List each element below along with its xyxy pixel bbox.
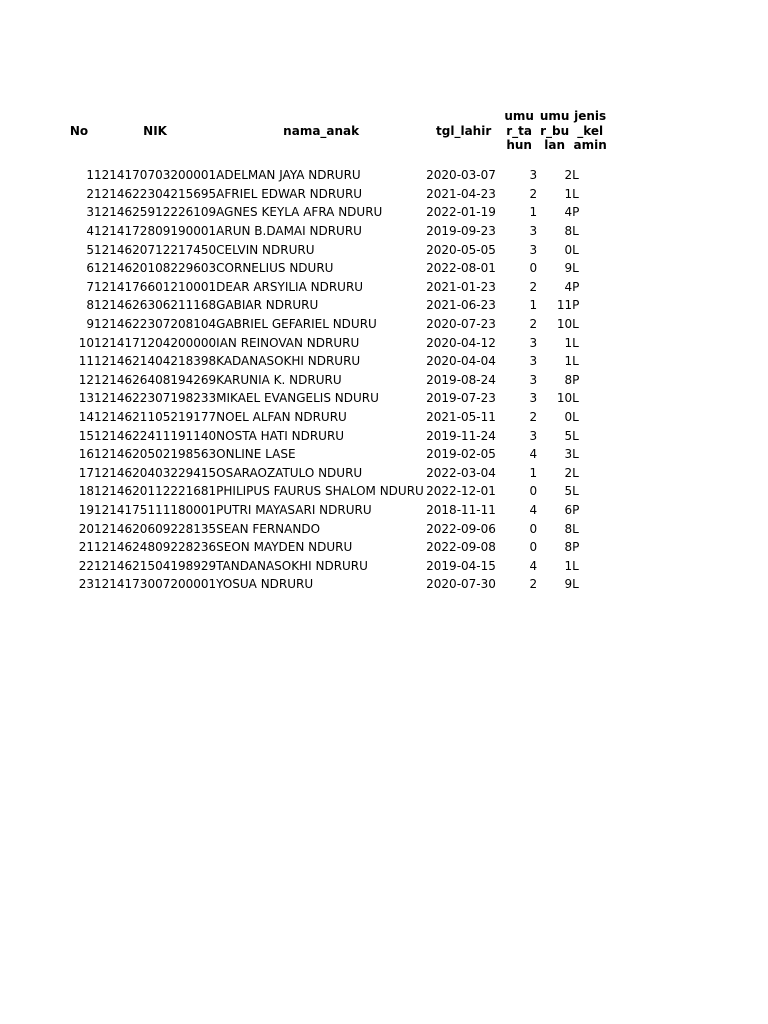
table-row xyxy=(64,278,608,297)
cell-umur-tahun: 0 xyxy=(529,540,538,555)
cell-jenis-kelamin: L xyxy=(572,261,579,276)
cell-umur-bulan: 0 xyxy=(564,242,573,257)
cell-umur-tahun: 0 xyxy=(529,521,538,536)
cell-tgl-lahir: 2020-07-30 xyxy=(426,577,496,592)
table-row xyxy=(64,296,608,315)
cell-umur-bulan: 0 xyxy=(564,410,573,425)
cell-nik: 1214625912226109 xyxy=(94,205,217,220)
cell-jenis-kelamin: L xyxy=(572,465,579,480)
cell-tgl-lahir: 2019-02-05 xyxy=(426,447,496,462)
cell-jenis-kelamin: L xyxy=(572,577,579,592)
cell-nama-anak: OSARAOZATULO NDURU xyxy=(216,465,363,480)
table-row xyxy=(64,389,608,408)
cell-jenis-kelamin: L xyxy=(572,168,579,183)
spacer-cell xyxy=(64,156,608,166)
cell-nama-anak: CELVIN NDRURU xyxy=(216,242,315,257)
header-umur-tahun: umu r_ta hun xyxy=(504,109,534,153)
cell-nama-anak: KARUNIA K. NDRURU xyxy=(216,372,342,387)
cell-tgl-lahir: 2021-05-11 xyxy=(426,410,496,425)
header-tgl-lahir: tgl_lahir xyxy=(436,123,492,138)
cell-umur-bulan: 6 xyxy=(564,502,573,517)
cell-umur-tahun: 3 xyxy=(529,428,538,443)
cell-no: 22 xyxy=(78,558,94,573)
header-nama-anak: nama_anak xyxy=(283,123,360,138)
cell-nama-anak: PHILIPUS FAURUS SHALOM NDURU xyxy=(216,484,424,499)
cell-nik: 1214626408194269 xyxy=(94,372,217,387)
cell-umur-tahun: 3 xyxy=(529,168,538,183)
cell-umur-bulan: 8 xyxy=(564,224,573,239)
cell-tgl-lahir: 2019-07-23 xyxy=(426,391,496,406)
cell-tgl-lahir: 2022-01-19 xyxy=(426,205,496,220)
cell-umur-bulan: 10 xyxy=(556,391,573,406)
table-row xyxy=(64,408,608,427)
cell-no: 13 xyxy=(78,391,94,406)
cell-umur-bulan: 9 xyxy=(564,261,573,276)
cell-jenis-kelamin: P xyxy=(572,279,580,294)
cell-tgl-lahir: 2020-04-12 xyxy=(426,335,496,350)
cell-tgl-lahir: 2022-09-06 xyxy=(426,521,496,536)
cell-nik: 1214622304215695 xyxy=(94,186,217,201)
cell-no: 15 xyxy=(78,428,94,443)
cell-umur-bulan: 8 xyxy=(564,521,573,536)
cell-umur-tahun: 0 xyxy=(529,261,538,276)
cell-nik: 1214621504198929 xyxy=(94,558,217,573)
cell-nik: 1214626306211168 xyxy=(94,298,217,313)
table-row xyxy=(64,315,608,334)
cell-nik: 1214620712217450 xyxy=(94,242,217,257)
cell-umur-tahun: 3 xyxy=(529,224,538,239)
table-row xyxy=(64,222,608,241)
cell-nama-anak: ADELMAN JAYA NDRURU xyxy=(216,168,361,183)
cell-tgl-lahir: 2019-04-15 xyxy=(426,558,496,573)
cell-nik: 1214620112221681 xyxy=(94,484,217,499)
cell-umur-bulan: 8 xyxy=(564,372,573,387)
cell-umur-tahun: 1 xyxy=(529,465,538,480)
cell-umur-bulan: 11 xyxy=(556,298,573,313)
cell-nik: 1214171204200000 xyxy=(94,335,217,350)
cell-no: 12 xyxy=(78,372,94,387)
cell-nik: 1214620609228135 xyxy=(94,521,217,536)
cell-umur-tahun: 3 xyxy=(529,391,538,406)
cell-nama-anak: ARUN B.DAMAI NDRURU xyxy=(216,224,362,239)
cell-nik: 1214621105219177 xyxy=(94,410,217,425)
cell-no: 16 xyxy=(78,447,94,462)
cell-nik: 1214176601210001 xyxy=(94,279,217,294)
cell-no: 4 xyxy=(86,224,94,239)
cell-tgl-lahir: 2020-03-07 xyxy=(426,168,496,183)
cell-umur-tahun: 1 xyxy=(529,205,538,220)
cell-tgl-lahir: 2018-11-11 xyxy=(426,502,496,517)
table-row xyxy=(64,538,608,557)
table-body xyxy=(64,166,608,594)
cell-no: 20 xyxy=(78,521,94,536)
cell-umur-tahun: 2 xyxy=(529,186,538,201)
cell-jenis-kelamin: L xyxy=(572,484,579,499)
cell-umur-tahun: 3 xyxy=(529,354,538,369)
table-row xyxy=(64,240,608,259)
cell-no: 11 xyxy=(78,354,94,369)
cell-jenis-kelamin: L xyxy=(572,354,579,369)
cell-nama-anak: GABIAR NDRURU xyxy=(216,298,319,313)
cell-no: 10 xyxy=(78,335,94,350)
cell-nik: 1214170703200001 xyxy=(94,168,217,183)
cell-no: 8 xyxy=(86,298,94,313)
cell-no: 2 xyxy=(86,186,94,201)
cell-nik: 1214175111180001 xyxy=(94,502,217,517)
cell-nama-anak: ONLINE LASE xyxy=(216,447,296,462)
cell-nama-anak: DEAR ARSYILIA NDRURU xyxy=(216,279,364,294)
cell-jenis-kelamin: P xyxy=(572,205,580,220)
table-row xyxy=(64,575,608,594)
cell-no: 5 xyxy=(86,242,94,257)
cell-nik: 1214173007200001 xyxy=(94,577,217,592)
cell-umur-bulan: 4 xyxy=(564,205,573,220)
cell-no: 14 xyxy=(78,410,94,425)
children-table xyxy=(64,106,608,594)
cell-jenis-kelamin: L xyxy=(572,391,579,406)
cell-nama-anak: SEAN FERNANDO xyxy=(216,521,321,536)
cell-no: 3 xyxy=(86,205,94,220)
cell-umur-bulan: 5 xyxy=(564,484,573,499)
table-row xyxy=(64,185,608,204)
cell-nik: 1214621404218398 xyxy=(94,354,217,369)
cell-nama-anak: NOEL ALFAN NDRURU xyxy=(216,410,347,425)
cell-jenis-kelamin: L xyxy=(572,242,579,257)
table-row xyxy=(64,501,608,520)
cell-no: 6 xyxy=(86,261,94,276)
cell-nama-anak: AFRIEL EDWAR NDRURU xyxy=(216,186,363,201)
table-row xyxy=(64,482,608,501)
cell-umur-bulan: 2 xyxy=(564,168,573,183)
cell-umur-tahun: 0 xyxy=(529,484,538,499)
cell-jenis-kelamin: L xyxy=(572,224,579,239)
cell-tgl-lahir: 2021-06-23 xyxy=(426,298,496,313)
header-spacer xyxy=(64,156,608,166)
cell-nama-anak: TANDANASOKHI NDRURU xyxy=(216,558,368,573)
cell-umur-tahun: 3 xyxy=(529,335,538,350)
cell-jenis-kelamin: L xyxy=(572,335,579,350)
cell-nik: 1214624809228236 xyxy=(94,540,217,555)
cell-tgl-lahir: 2020-04-04 xyxy=(426,354,496,369)
header-jenis-kelamin: jenis _kel amin xyxy=(573,109,607,153)
cell-jenis-kelamin: L xyxy=(572,186,579,201)
cell-jenis-kelamin: P xyxy=(572,298,580,313)
cell-nik: 1214620403229415 xyxy=(94,465,217,480)
cell-tgl-lahir: 2019-11-24 xyxy=(426,428,496,443)
cell-umur-tahun: 3 xyxy=(529,242,538,257)
cell-umur-bulan: 1 xyxy=(564,186,573,201)
cell-no: 9 xyxy=(86,317,94,332)
cell-umur-bulan: 5 xyxy=(564,428,573,443)
cell-tgl-lahir: 2022-03-04 xyxy=(426,465,496,480)
cell-nama-anak: NOSTA HATI NDRURU xyxy=(216,428,345,443)
table-row xyxy=(64,371,608,390)
cell-jenis-kelamin: L xyxy=(572,447,579,462)
cell-nama-anak: GABRIEL GEFARIEL NDURU xyxy=(216,317,377,332)
cell-umur-bulan: 3 xyxy=(564,447,573,462)
cell-tgl-lahir: 2022-12-01 xyxy=(426,484,496,499)
cell-jenis-kelamin: P xyxy=(572,540,580,555)
cell-tgl-lahir: 2022-08-01 xyxy=(426,261,496,276)
table-row xyxy=(64,519,608,538)
cell-nama-anak: YOSUA NDRURU xyxy=(216,577,314,592)
cell-no: 18 xyxy=(78,484,94,499)
cell-nama-anak: KADANASOKHI NDRURU xyxy=(216,354,361,369)
cell-umur-bulan: 9 xyxy=(564,577,573,592)
cell-umur-bulan: 1 xyxy=(564,354,573,369)
cell-umur-tahun: 3 xyxy=(529,372,538,387)
cell-nama-anak: IAN REINOVAN NDRURU xyxy=(216,335,360,350)
cell-umur-bulan: 8 xyxy=(564,540,573,555)
table-row xyxy=(64,203,608,222)
cell-jenis-kelamin: L xyxy=(572,410,579,425)
cell-nama-anak: AGNES KEYLA AFRA NDURU xyxy=(216,205,383,220)
cell-nik: 1214622307198233 xyxy=(94,391,217,406)
cell-nik: 1214172809190001 xyxy=(94,224,217,239)
cell-no: 21 xyxy=(78,540,94,555)
cell-nama-anak: PUTRI MAYASARI NDRURU xyxy=(216,502,372,517)
cell-nama-anak: CORNELIUS NDURU xyxy=(216,261,334,276)
cell-umur-tahun: 4 xyxy=(529,502,538,517)
cell-no: 19 xyxy=(78,502,94,517)
cell-umur-bulan: 10 xyxy=(556,317,573,332)
cell-tgl-lahir: 2021-01-23 xyxy=(426,279,496,294)
cell-jenis-kelamin: P xyxy=(572,502,580,517)
table-row xyxy=(64,445,608,464)
table-row xyxy=(64,333,608,352)
cell-nama-anak: SEON MAYDEN NDURU xyxy=(216,540,353,555)
cell-umur-tahun: 2 xyxy=(529,410,538,425)
cell-nama-anak: MIKAEL EVANGELIS NDURU xyxy=(216,391,379,406)
cell-tgl-lahir: 2022-09-08 xyxy=(426,540,496,555)
cell-umur-bulan: 1 xyxy=(564,335,573,350)
cell-umur-bulan: 4 xyxy=(564,279,573,294)
cell-tgl-lahir: 2019-09-23 xyxy=(426,224,496,239)
cell-no: 7 xyxy=(86,279,94,294)
cell-umur-tahun: 4 xyxy=(529,558,538,573)
cell-tgl-lahir: 2020-05-05 xyxy=(426,242,496,257)
header-nik: NIK xyxy=(143,123,167,138)
table-row xyxy=(64,464,608,483)
cell-no: 17 xyxy=(78,465,94,480)
header-umur-bulan: umu r_bu lan xyxy=(539,109,570,153)
table-row xyxy=(64,426,608,445)
cell-umur-tahun: 4 xyxy=(529,447,538,462)
cell-jenis-kelamin: L xyxy=(572,521,579,536)
cell-nik: 1214620502198563 xyxy=(94,447,217,462)
cell-umur-tahun: 2 xyxy=(529,317,538,332)
cell-tgl-lahir: 2019-08-24 xyxy=(426,372,496,387)
cell-jenis-kelamin: L xyxy=(572,428,579,443)
cell-umur-bulan: 1 xyxy=(564,558,573,573)
cell-no: 1 xyxy=(86,168,94,183)
cell-nik: 1214622307208104 xyxy=(94,317,217,332)
cell-tgl-lahir: 2020-07-23 xyxy=(426,317,496,332)
cell-tgl-lahir: 2021-04-23 xyxy=(426,186,496,201)
cell-umur-tahun: 1 xyxy=(529,298,538,313)
cell-jenis-kelamin: P xyxy=(572,372,580,387)
cell-umur-bulan: 2 xyxy=(564,465,573,480)
table-row xyxy=(64,259,608,278)
table-row xyxy=(64,556,608,575)
header-row xyxy=(64,106,608,156)
table-row xyxy=(64,166,608,185)
cell-jenis-kelamin: L xyxy=(572,558,579,573)
cell-umur-tahun: 2 xyxy=(529,577,538,592)
cell-nik: 1214620108229603 xyxy=(94,261,217,276)
header-no: No xyxy=(69,123,89,138)
cell-umur-tahun: 2 xyxy=(529,279,538,294)
table-row xyxy=(64,352,608,371)
cell-nik: 1214622411191140 xyxy=(94,428,217,443)
cell-jenis-kelamin: L xyxy=(572,317,579,332)
cell-no: 23 xyxy=(78,577,94,592)
